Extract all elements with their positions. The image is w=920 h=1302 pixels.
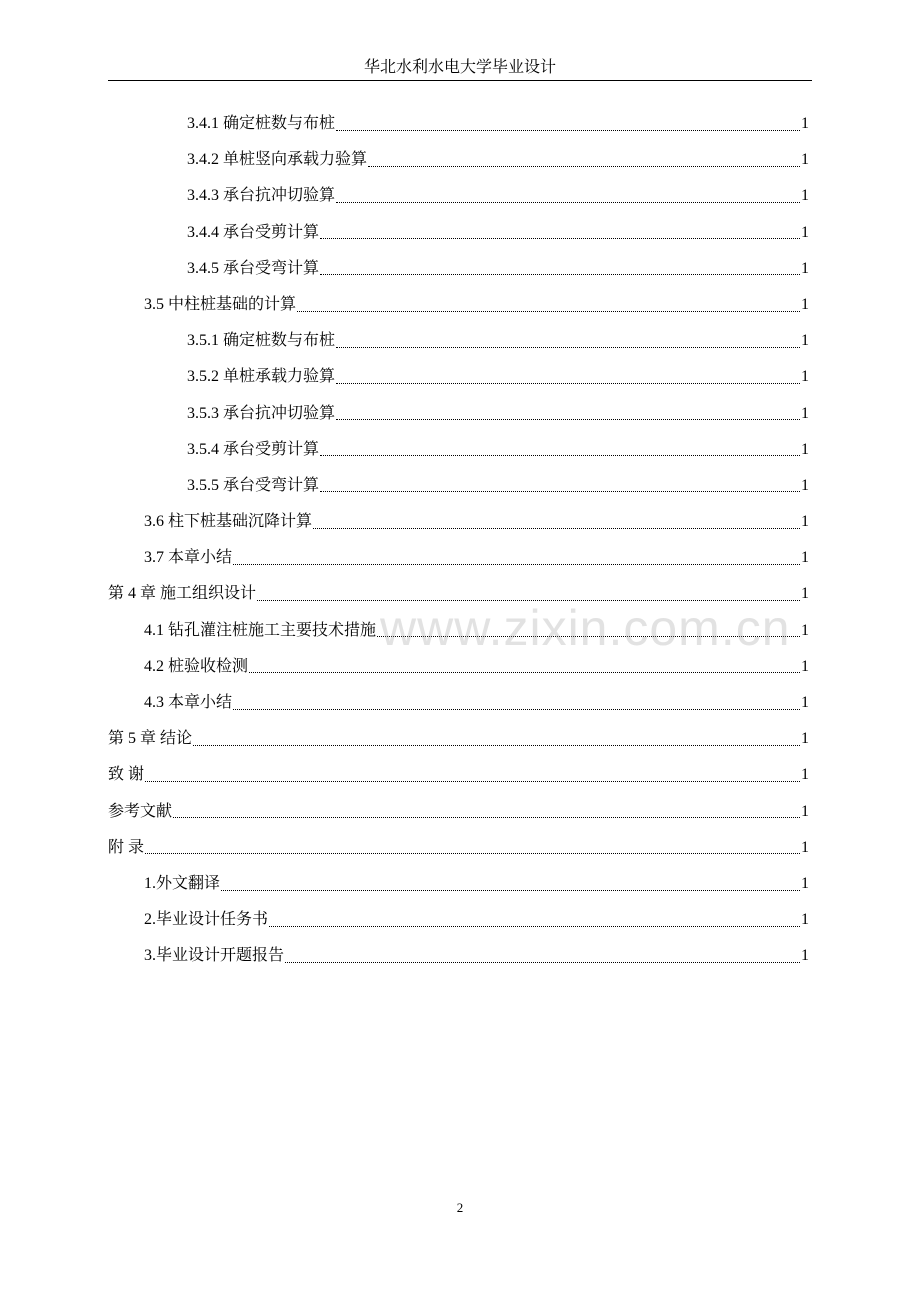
toc-entry-page: 1 <box>801 730 809 748</box>
toc-entry-page: 1 <box>801 621 809 639</box>
toc-entry-title: 2.毕业设计任务书 <box>144 911 269 929</box>
toc-entry-title: 4.1 钻孔灌注桩施工主要技术措施 <box>144 621 377 639</box>
toc-entry[interactable] <box>108 468 809 504</box>
toc-entry-title: 3.4.3 承台抗冲切验算 <box>187 187 336 205</box>
toc-entry-page: 1 <box>801 694 809 711</box>
toc-entry[interactable] <box>108 287 809 323</box>
page-number: 2 <box>456 1200 464 1215</box>
toc-entry-page: 1 <box>801 947 809 965</box>
toc-entry-title: 4.2 桩验收检测 <box>144 657 249 675</box>
toc-leader-dots <box>336 419 800 420</box>
toc-entry-title: 附 录 <box>108 838 145 856</box>
toc-entry-page: 1 <box>801 151 809 169</box>
toc-entry-title: 参考文献 <box>108 802 173 820</box>
toc-entry-page: 1 <box>801 513 809 531</box>
toc-entry-title: 3.4.1 确定桩数与布桩 <box>187 115 336 132</box>
toc-leader-dots <box>320 238 800 239</box>
toc-entry-page: 1 <box>801 657 809 675</box>
toc-leader-dots <box>320 491 800 492</box>
toc-entry-title: 第 4 章 施工组织设计 <box>108 585 257 603</box>
toc-leader-dots <box>145 781 800 782</box>
toc-entry-page: 1 <box>801 549 809 567</box>
toc-entry[interactable] <box>108 323 809 359</box>
toc-leader-dots <box>145 853 800 854</box>
toc-entry-page: 1 <box>801 911 809 929</box>
toc-leader-dots <box>368 166 800 167</box>
page-header: 华北水利水电大学毕业设计 <box>363 59 556 76</box>
toc-leader-dots <box>297 311 800 312</box>
toc-leader-dots <box>221 890 800 891</box>
toc-leader-dots <box>233 709 800 710</box>
toc-entry[interactable] <box>108 830 809 866</box>
table-of-contents <box>108 106 809 975</box>
toc-entry-page: 1 <box>801 440 809 458</box>
toc-entry[interactable] <box>108 685 809 721</box>
toc-entry-title: 3.毕业设计开题报告 <box>144 947 285 965</box>
toc-leader-dots <box>249 672 800 673</box>
toc-entry-page: 1 <box>801 115 809 132</box>
header-rule <box>108 80 812 81</box>
toc-entry-title: 3.5 中柱桩基础的计算 <box>144 295 297 313</box>
toc-entry-page: 1 <box>801 476 809 494</box>
toc-leader-dots <box>285 962 800 963</box>
toc-leader-dots <box>336 347 800 348</box>
toc-leader-dots <box>336 130 800 131</box>
toc-entry-page: 1 <box>801 766 809 784</box>
toc-entry-title: 第 5 章 结论 <box>108 730 193 748</box>
toc-entry[interactable] <box>108 396 809 432</box>
toc-entry[interactable] <box>108 721 809 757</box>
toc-entry[interactable] <box>108 866 809 902</box>
toc-entry-title: 3.6 柱下桩基础沉降计算 <box>144 513 313 531</box>
toc-leader-dots <box>173 817 800 818</box>
toc-entry[interactable] <box>108 359 809 395</box>
toc-entry[interactable] <box>108 794 809 830</box>
toc-entry-title: 3.5.3 承台抗冲切验算 <box>187 404 336 422</box>
toc-entry[interactable] <box>108 215 809 251</box>
toc-leader-dots <box>233 564 800 565</box>
toc-entry[interactable] <box>108 106 809 142</box>
toc-entry-title: 4.3 本章小结 <box>144 694 233 711</box>
toc-leader-dots <box>269 926 800 927</box>
toc-entry-title: 3.7 本章小结 <box>144 549 233 567</box>
toc-entry[interactable] <box>108 540 809 576</box>
toc-leader-dots <box>320 455 800 456</box>
toc-entry[interactable] <box>108 504 809 540</box>
toc-leader-dots <box>336 202 800 203</box>
watermark: www.zixin.com.cn <box>380 600 791 656</box>
toc-entry-title: 1.外文翻译 <box>144 874 221 892</box>
toc-entry-title: 3.4.4 承台受剪计算 <box>187 223 320 241</box>
toc-entry-page: 1 <box>801 187 809 205</box>
toc-entry-page: 1 <box>801 223 809 241</box>
toc-entry-title: 3.5.1 确定桩数与布桩 <box>187 332 336 350</box>
toc-entry-page: 1 <box>801 802 809 820</box>
toc-entry-title: 致 谢 <box>108 766 145 784</box>
toc-entry-title: 3.4.2 单桩竖向承载力验算 <box>187 151 368 169</box>
toc-entry-page: 1 <box>801 295 809 313</box>
toc-leader-dots <box>320 274 800 275</box>
toc-entry-page: 1 <box>801 874 809 892</box>
toc-entry-title: 3.5.5 承台受弯计算 <box>187 476 320 494</box>
toc-entry[interactable] <box>108 902 809 938</box>
toc-leader-dots <box>193 745 800 746</box>
toc-entry-title: 3.4.5 承台受弯计算 <box>187 259 320 277</box>
toc-entry-page: 1 <box>801 585 809 603</box>
toc-entry-page: 1 <box>801 259 809 277</box>
toc-entry[interactable] <box>108 142 809 178</box>
toc-entry[interactable] <box>108 938 809 974</box>
toc-entry-title: 3.5.4 承台受剪计算 <box>187 440 320 458</box>
toc-entry-page: 1 <box>801 332 809 350</box>
toc-entry[interactable] <box>108 757 809 793</box>
toc-entry-page: 1 <box>801 838 809 856</box>
toc-entry-page: 1 <box>801 368 809 386</box>
toc-leader-dots <box>313 528 800 529</box>
toc-entry-title: 3.5.2 单桩承载力验算 <box>187 368 336 386</box>
toc-entry[interactable] <box>108 432 809 468</box>
toc-leader-dots <box>336 383 800 384</box>
toc-entry[interactable] <box>108 178 809 214</box>
toc-entry[interactable] <box>108 251 809 287</box>
toc-entry-page: 1 <box>801 404 809 422</box>
